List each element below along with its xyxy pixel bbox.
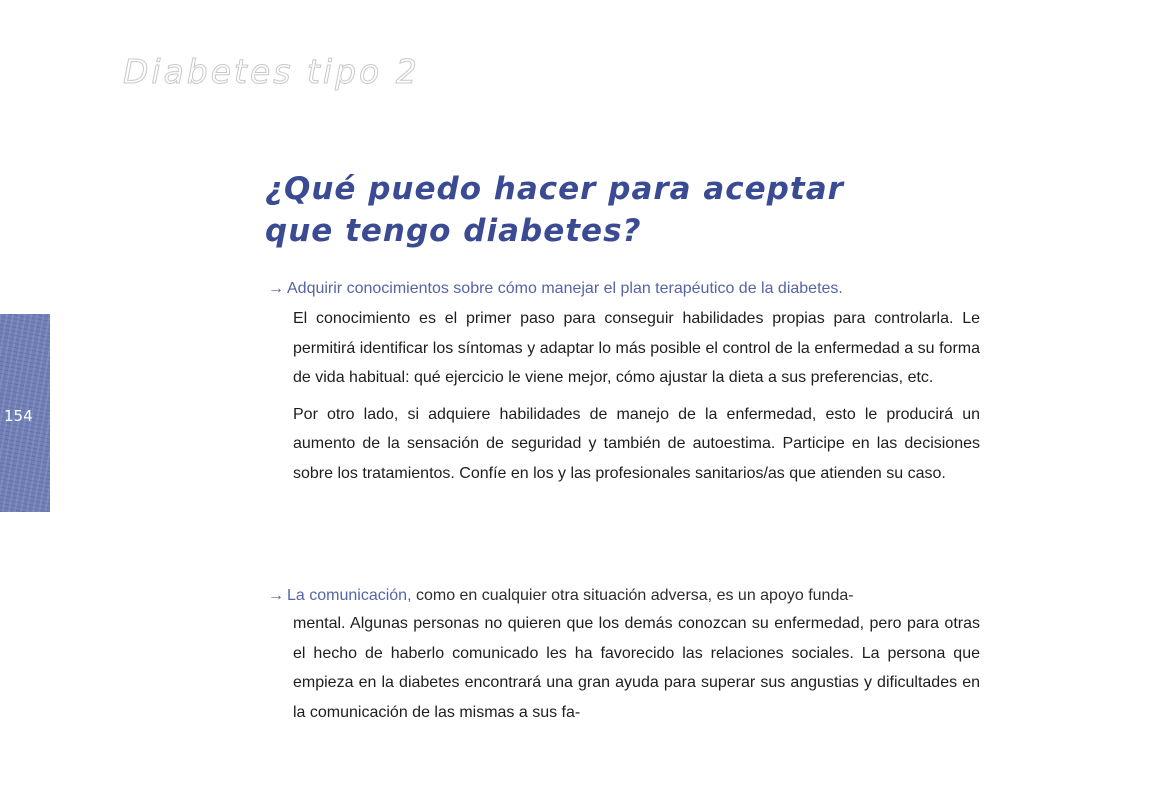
- list-item-heading: Adquirir conocimientos sobre cómo manejar el plan terapéutico de la diabetes.: [287, 280, 843, 297]
- section-title: [265, 168, 865, 252]
- page-number: 154: [4, 407, 33, 425]
- list-item-lead-text: como en cualquier otra situación adversa, es un apoyo funda-: [411, 587, 854, 604]
- body-paragraph: mental. Algunas personas no quieren que los demás conozcan su enfermedad, pero para otras el hecho de haberlo comunicado les ha favorecido las relaciones sociales. La persona que empieza en la diabetes encontrará una gran ayuda para superar sus angustias y dificultades en la comunicación de las mismas a sus fa-: [293, 615, 980, 721]
- section-title-line-2: que tengo diabetes?: [265, 213, 642, 249]
- arrow-right-icon: →: [268, 587, 284, 604]
- body-paragraph: Por otro lado, si adquiere habilidades de manejo de la enfermedad, esto le producirá un aumento de la sensación de seguridad y también de autoestima. Participe en las decisiones sobre los tratamientos. Confíe en los y las profesionales sanitarios/as que atienden su caso.: [293, 405, 980, 482]
- list-item-heading: La comunicación,: [287, 587, 412, 604]
- list-item-knowledge: [268, 276, 980, 488]
- list-item-lead: [268, 276, 980, 302]
- arrow-right-icon: →: [268, 280, 284, 297]
- running-header-title: Diabetes tipo 2: [123, 52, 420, 91]
- side-tab: [0, 314, 50, 512]
- section-title-line-1: ¿Qué puedo hacer para aceptar: [265, 171, 844, 207]
- list-item-communication: [268, 583, 980, 727]
- list-item-lead: [268, 583, 980, 609]
- body-paragraph: El conocimiento es el primer paso para conseguir habilidades propias para controlarla. Le permitirá identificar los síntomas y adaptar lo más posible el control de la enfermedad a su forma de vida habitual: qué ejercicio le viene mejor, cómo ajustar la dieta a sus preferencias, etc.: [293, 310, 980, 386]
